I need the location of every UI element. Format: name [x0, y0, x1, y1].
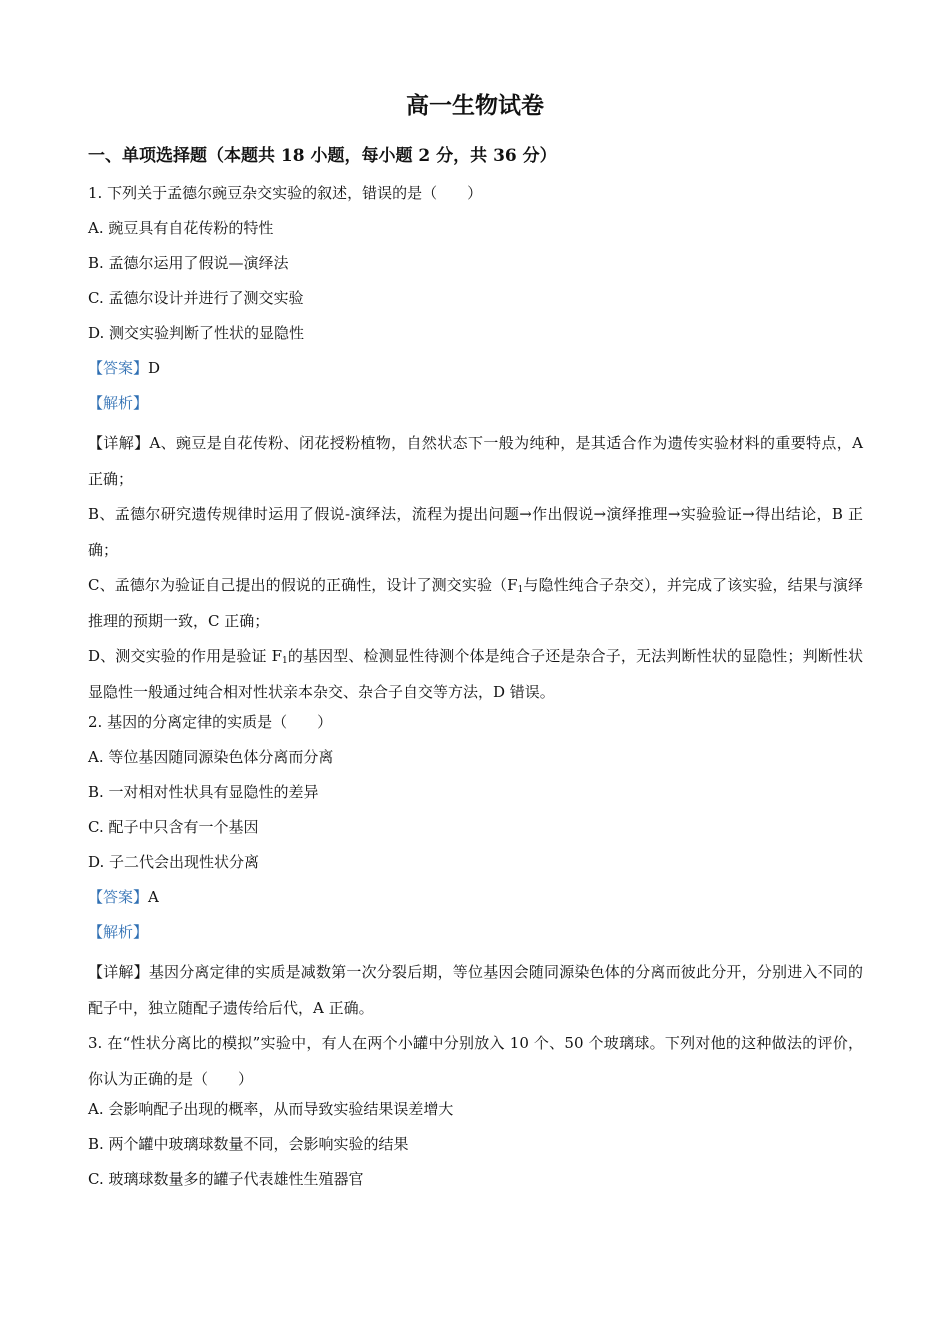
question-1-answer	[88, 355, 863, 390]
question-1-option-d: D. 测交实验判断了性状的显隐性	[88, 324, 305, 342]
question-2-option-c: C. 配子中只含有一个基因	[88, 818, 259, 836]
subscript: 1	[282, 656, 288, 666]
detail-text: 与隐性纯合子杂交），并完成了该实验，结果与演绎推理的预期一致，C 正确；	[88, 576, 863, 630]
subscript: 1	[517, 585, 524, 595]
detail-text: A、豌豆是自花传粉、闭花授粉植物，自然状态下一般为纯种，是其适合作为遗传实验材料的重要特点，A 正确；	[88, 434, 863, 488]
question-1-option-a: A. 豌豆具有自花传粉的特性	[88, 219, 274, 237]
question-1-stem: 1. 下列关于孟德尔豌豆杂交实验的叙述，错误的是（ ）	[88, 184, 483, 202]
question-2-analysis	[88, 919, 863, 954]
question-3-option-b: B. 两个罐中玻璃球数量不同，会影响实验的结果	[88, 1135, 409, 1153]
detail-text: C、孟德尔为验证自己提出的假说的正确性，设计了测交实验（F	[88, 576, 518, 594]
detail-text: 的基因型、检测显性待测个体是纯合子还是杂合子，无法判断性状的显隐性；判断性状显隐性一般通过纯合相对性状亲本杂交、杂合子自交等方法，D 错误。	[88, 647, 863, 701]
question-2-option-b: B. 一对相对性状具有显隐性的差异	[88, 783, 319, 801]
question-3-stem: 3. 在“性状分离比的模拟”实验中，有人在两个小罐中分别放入 10 个、50 个玻璃球。下列对他的这种做法的评价，你认为正确的是（ ）	[88, 1034, 863, 1088]
question-1-detail-c	[88, 567, 863, 639]
question-1-detail-d	[88, 638, 863, 710]
question-1-option-c: C. 孟德尔设计并进行了测交实验	[88, 289, 304, 307]
question-2-option-a: A. 等位基因随同源染色体分离而分离	[88, 748, 334, 766]
answer-value: A	[148, 888, 159, 906]
question-1-analysis	[88, 390, 863, 425]
analysis-tag: 【解析】	[88, 923, 149, 941]
detail-tag: 【详解】	[88, 963, 149, 981]
questions-content	[88, 180, 863, 1201]
analysis-tag: 【解析】	[88, 394, 149, 412]
section-heading: 一、单项选择题（本题共 18 小题，每小题 2 分，共 36 分）	[88, 146, 557, 166]
question-1-option-b: B. 孟德尔运用了假说—演绎法	[88, 254, 289, 272]
question-1-detail-a	[88, 425, 863, 497]
detail-text: 基因分离定律的实质是减数第一次分裂后期，等位基因会随同源染色体的分离而彼此分开，分别进入不同的配子中，独立随配子遗传给后代，A 正确。	[88, 963, 863, 1017]
answer-tag: 【答案】	[88, 888, 149, 906]
answer-value: D	[148, 359, 161, 377]
question-2-option-d: D. 子二代会出现性状分离	[88, 853, 260, 871]
question-2-answer	[88, 884, 863, 919]
question-3-option-a: A. 会影响配子出现的概率，从而导致实验结果误差增大	[88, 1100, 454, 1118]
question-3-option-c: C. 玻璃球数量多的罐子代表雄性生殖器官	[88, 1170, 364, 1188]
question-2-stem: 2. 基因的分离定律的实质是（ ）	[88, 713, 333, 731]
detail-text: D、测交实验的作用是验证 F	[88, 647, 282, 665]
page-title: 高一生物试卷	[406, 92, 544, 119]
detail-tag: 【详解】	[88, 434, 150, 452]
question-2-detail	[88, 954, 863, 1026]
question-1-detail-b: B、孟德尔研究遗传规律时运用了假说-演绎法，流程为提出问题→作出假说→演绎推理→实验验证→得出结论，B 正确；	[88, 505, 863, 559]
answer-tag: 【答案】	[88, 359, 149, 377]
